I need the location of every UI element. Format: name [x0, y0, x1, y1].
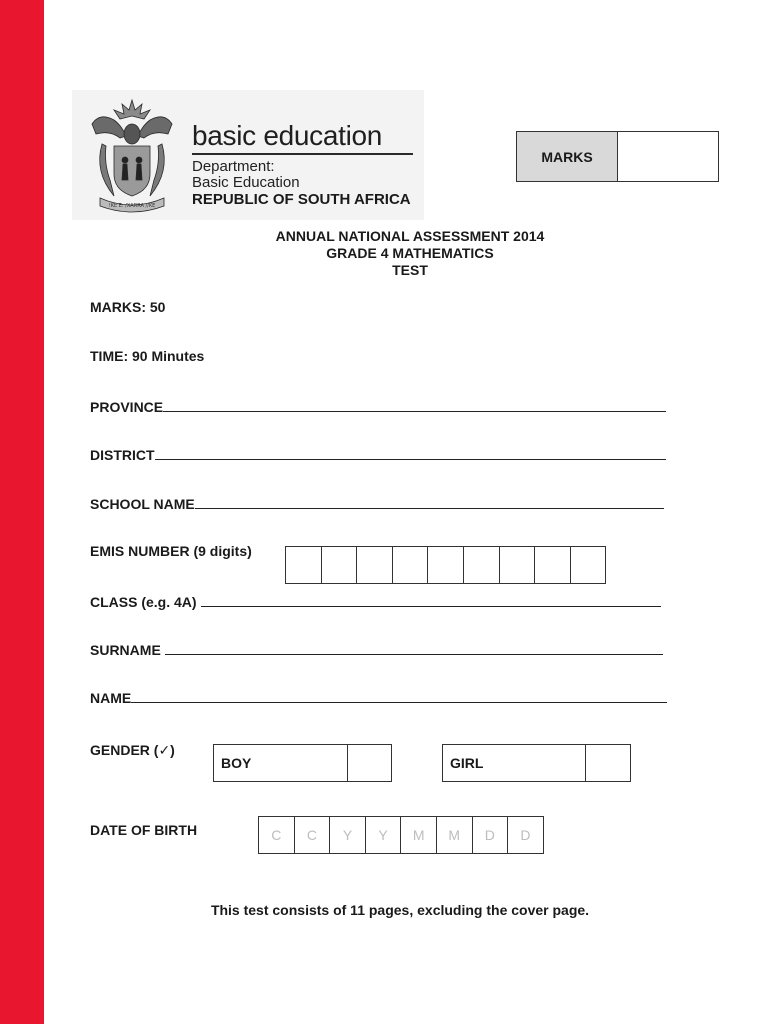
gender-girl-option: [442, 744, 631, 782]
school-name-input-line[interactable]: [195, 494, 664, 509]
heading-line-2: GRADE 4 MATHEMATICS: [326, 245, 494, 261]
province-field: [90, 397, 666, 415]
red-side-bar: [0, 0, 44, 1024]
brand-rule: [192, 153, 413, 155]
emis-digit-box[interactable]: [357, 547, 393, 583]
surname-input-line[interactable]: [165, 640, 663, 655]
province-label: PROVINCE: [90, 399, 164, 415]
dob-digit-box[interactable]: C: [259, 817, 295, 853]
time-allowed: TIME: 90 Minutes: [90, 348, 205, 364]
surname-label: SURNAME: [90, 642, 161, 658]
province-input-line[interactable]: [163, 397, 666, 412]
class-input-line[interactable]: [201, 592, 661, 607]
date-of-birth-boxes: [258, 816, 544, 854]
dob-digit-box[interactable]: M: [437, 817, 473, 853]
dob-digit-box[interactable]: M: [401, 817, 437, 853]
name-input-line[interactable]: [131, 688, 667, 703]
marks-label: MARKS: [517, 132, 618, 181]
department-label: [192, 159, 300, 191]
page-count-note: This test consists of 11 pages, excluding the cover page.: [210, 902, 590, 918]
dob-digit-box[interactable]: C: [295, 817, 331, 853]
surname-field: [90, 640, 663, 658]
emis-digit-box[interactable]: [393, 547, 429, 583]
emis-digit-box[interactable]: [322, 547, 358, 583]
coat-of-arms-logo: [80, 94, 184, 218]
emis-digit-box[interactable]: [535, 547, 571, 583]
gender-girl-checkbox[interactable]: [586, 745, 630, 781]
emis-digit-box[interactable]: [286, 547, 322, 583]
district-label: DISTRICT: [90, 447, 155, 463]
school-name-label: SCHOOL NAME: [90, 496, 195, 512]
district-field: [90, 445, 666, 463]
district-input-line[interactable]: [155, 445, 666, 460]
emis-digit-box[interactable]: [428, 547, 464, 583]
gender-boy-checkbox[interactable]: [348, 745, 391, 781]
school-name-field: [90, 494, 664, 512]
dob-digit-box[interactable]: Y: [366, 817, 402, 853]
department-line-1: Department:: [192, 158, 275, 175]
date-of-birth-label: DATE OF BIRTH: [90, 822, 198, 838]
emis-digit-box[interactable]: [500, 547, 536, 583]
marks-value-field[interactable]: [618, 132, 718, 181]
country-label: REPUBLIC OF SOUTH AFRICA: [192, 191, 411, 208]
gender-label: GENDER (✓): [90, 742, 175, 758]
gender-girl-label: GIRL: [443, 745, 586, 781]
heading-line-1: ANNUAL NATIONAL ASSESSMENT 2014: [275, 228, 545, 244]
marks-box: [516, 131, 719, 182]
heading-line-3: TEST: [392, 262, 428, 278]
name-field: [90, 688, 667, 706]
gender-boy-label: BOY: [214, 745, 348, 781]
dob-digit-box[interactable]: Y: [330, 817, 366, 853]
marks-total: MARKS: 50: [90, 299, 166, 315]
emis-label: EMIS NUMBER (9 digits): [90, 543, 252, 559]
department-line-2: Basic Education: [192, 174, 300, 191]
name-label: NAME: [90, 690, 132, 706]
class-label: CLASS (e.g. 4A): [90, 594, 197, 610]
dob-digit-box[interactable]: D: [473, 817, 509, 853]
emis-digit-box[interactable]: [464, 547, 500, 583]
brand-title: basic education: [192, 120, 383, 151]
crest-motto: !KE E: /XARRA //KE: [108, 203, 156, 209]
class-field: [90, 592, 661, 610]
emis-digit-box[interactable]: [571, 547, 607, 583]
gender-boy-option: [213, 744, 392, 782]
dob-digit-box[interactable]: D: [508, 817, 544, 853]
emis-number-boxes: [285, 546, 606, 584]
